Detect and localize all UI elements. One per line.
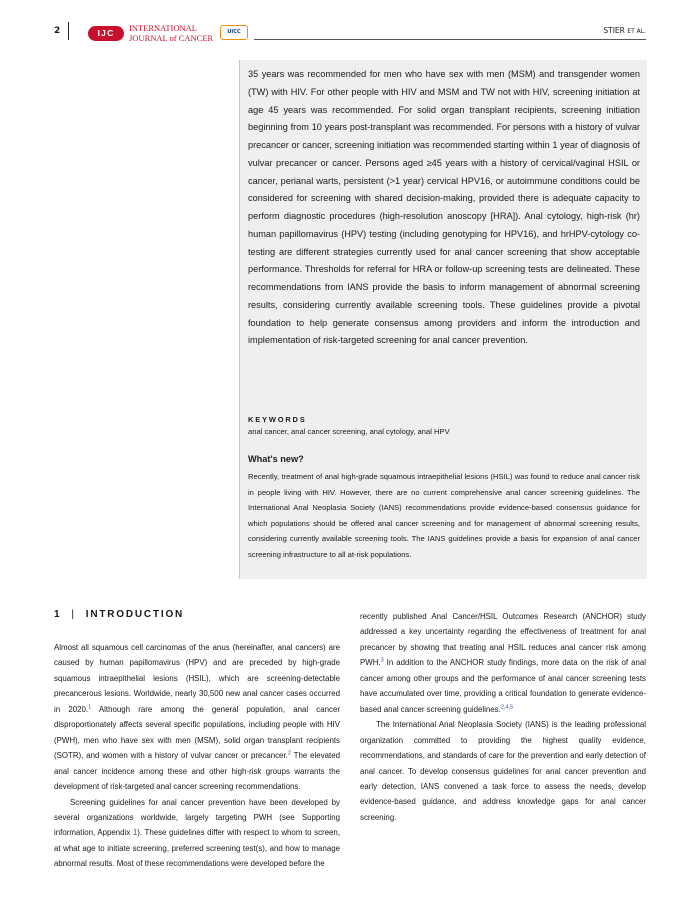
body-column-right xyxy=(360,609,646,825)
citation-2-4-5[interactable]: 2,4,5 xyxy=(500,704,514,711)
header-rule xyxy=(254,39,646,40)
intro-p2-text-b-cont: recently published Anal Cancer/HSIL Outcomes Research (ANCHOR) study addressed a key uncertainty regarding the effectiveness of treatment for anal precancer by showing that treating anal HSIL reduces anal cancer risk among PWH. xyxy=(360,612,646,668)
intro-paragraph-1 xyxy=(54,640,340,795)
abstract-box xyxy=(239,60,647,579)
intro-p2-text-c: In addition to the ANCHOR study findings, more data on the risk of anal cancer among other groups and the performance of anal cancer screening tests have accumulated over time, providing a critical foundation to generate evidence-based anal cancer screening guidelines. xyxy=(360,658,646,714)
abstract-text: 35 years was recommended for men who have sex with men (MSM) and transgender women (TW) with HIV. For other people with HIV and MSM and TW not with HIV, screening initiation at age 45 years was recommended. For solid organ transplant recipients, screening initiation beginning from 10 years post-transplant was recommended. For persons with a history of vulvar precancer or cancer, screening initiation was recommended starting within 1 year of diagnosis of vulvar precancer or cancer. Persons aged ≥45 years with a history of cervical/vaginal HSIL or cancer, perianal warts, persistent (>1 year) cervical HPV16, or autoimmune conditions could be considered for screening with shared decision-making, provided there is adequate capacity to perform diagnostic procedures (high-resolution anoscopy [HRA]). Anal cytology, high-risk (hr) human papillomavirus (HPV) testing (including genotyping for HPV16), and hrHPV-cytology co-testing are different strategies currently used for anal cancer screening that show acceptable performance. Thresholds for referral for HRA or follow-up screening tests are delineated. These recommendations from IANS provide the basis to inform management of abnormal screening results, considering currently available screening tools. These guidelines provide a pivotal foundation to help generate consensus among providers and inform the introduction and implementation of risk-targeted screening for anal cancer prevention. xyxy=(248,69,640,346)
section-number: 1 xyxy=(54,609,62,620)
citation-2[interactable]: 2 xyxy=(287,750,291,757)
running-author-name: STIER xyxy=(603,26,625,35)
intro-paragraph-2 xyxy=(54,795,340,872)
intro-paragraph-3: The International Anal Neoplasia Society (IANS) is the leading professional organization committed to providing the highest quality evidence, recommendations, and standards of care for the prevention and early detection of anal cancer. To develop consensus guidelines for anal cancer prevention and early detection, IANS convened a task force to assess the needs, develop evidence-based guidance, and address knowledge gaps for anal cancer screening. xyxy=(360,720,646,822)
intro-p2-text-a: Screening guidelines for anal cancer prevention have been developed by several organizations worldwide, largely targeting PWH (see Supporting information, Appendix xyxy=(54,797,340,838)
journal-name-line1: INTERNATIONAL xyxy=(129,23,197,33)
journal-name-line2: JOURNAL of CANCER xyxy=(129,32,214,43)
whats-new-heading: What's new? xyxy=(248,454,304,464)
keywords-list: anal cancer, anal cancer screening, anal cytology, anal HPV xyxy=(248,427,450,436)
body-column-left xyxy=(54,640,340,872)
journal-name xyxy=(129,24,213,43)
whats-new-text: Recently, treatment of anal high-grade squamous intraepithelial lesions (HSIL) was found to reduce anal cancer risk in people living with HIV. However, there are no current comprehensive anal cancer screening guidelines. The International Anal Neoplasia Society (IANS) recommendations provide evidence-based consensus guidance for which populations should be offered anal cancer screening and for management of abnormal screening results, considering currently available screening tools. The IANS guidelines provide a basis for expansion of anal cancer screening infrastructure to all at-risk populations. xyxy=(248,472,640,559)
intro-p1-text-c: The elevated anal cancer incidence among these and other high-risk groups warrants the development of risk-targeted anal cancer screening recommendations. xyxy=(54,751,340,792)
citation-3[interactable]: 3 xyxy=(380,657,384,664)
citation-1[interactable]: 1 xyxy=(88,704,92,711)
journal-logo-badge: IJC xyxy=(88,26,124,41)
appendix-link[interactable]: 1 xyxy=(132,828,138,838)
section-heading xyxy=(54,609,184,620)
header-divider xyxy=(68,22,69,40)
intro-paragraph-2-cont xyxy=(360,609,646,717)
page-header xyxy=(54,22,646,48)
keywords-heading: KEYWORDS xyxy=(248,415,307,424)
section-separator: | xyxy=(71,609,76,620)
intro-p1-text-b: Although rare among the general population, anal cancer disproportionately affects several specific populations, including people with HIV (PWH), men who have sex with men (MSM), solid organ transplant recipients (SOTR), and women with a history of vulvar cancer or precancer. xyxy=(54,704,340,761)
page-number: 2 xyxy=(54,26,61,36)
section-title: INTRODUCTION xyxy=(85,609,185,620)
intro-p1-text-a: Almost all squamous cell carcinomas of the anus (hereinafter, anal cancers) are caused by human papillomavirus (HPV) and are preceded by high-grade squamous intraepithelial lesions (HSIL), which are screening-detectable precancerous lesions. Worldwide, nearly 30,500 new anal cancer cases occurred in 2020. xyxy=(54,643,340,714)
running-author-suffix: ET AL. xyxy=(627,28,646,35)
uicc-logo-icon: UICC xyxy=(220,25,248,40)
running-author xyxy=(603,26,646,35)
intro-p2-text-b: ). These guidelines differ with respect to whom to screen, at what age to initiate screening, preferred screening test(s), and how to manage abnormal results. Most of these recommendations were developed before the xyxy=(54,828,341,869)
